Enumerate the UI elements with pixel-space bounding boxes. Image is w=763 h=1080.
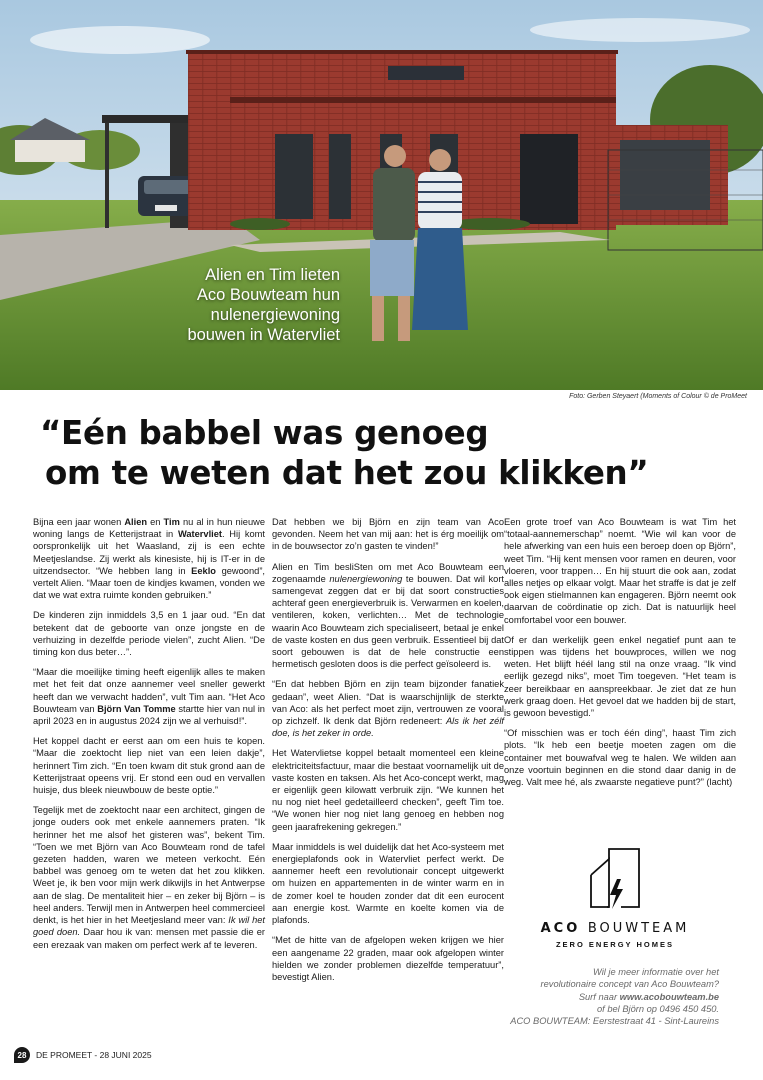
contact-info (486, 966, 719, 1027)
text-run: Tim (163, 517, 180, 527)
text-run: Of er dan werkelijk geen enkel negatief punt aan te stippen was tijdens het bouwproces, willen we nog weten. Het blijft héél lang stil na onze vraag. “Ik vind eerlijk gezegd niks”, moet Tim toegeven. “Het team is zeer bereikbaar en aanspreekbaar. Je ziet dat ze hun werk graag doen. Het gevoel dat we hadden bij de start, is gewoon bevestigd.” (504, 634, 736, 719)
text-run: nulenergiewoning (329, 573, 403, 584)
paragraph (33, 516, 265, 601)
info-line-2: revolutionaire concept van Aco Bouwteam? (540, 979, 719, 990)
paragraph (33, 666, 265, 727)
caption-line: nulenergiewoning (210, 306, 340, 324)
text-run: Daar hou ik van: mensen met passie die er een erezaak van maken om perfect werk af te leveren. (33, 927, 265, 950)
text-run: De kinderen zijn inmiddels 3,5 en 1 jaar oud. “En dat betekent dat de geboorte van onze jongste en de verhuizing in dezelfde periode vielen”, zucht Alien. “De timing kon dus beter…”. (33, 610, 265, 658)
info-surf-label: Surf naar (578, 991, 620, 1002)
text-run: Ik wil het goed doen. (33, 915, 265, 938)
text-run: Eeklo (191, 565, 216, 576)
logo-tagline: ZERO ENERGY HOMES (555, 940, 675, 949)
headline-line-2: om te weten dat het zou klikken” (45, 454, 649, 492)
logo-name-bold: ACO (540, 921, 588, 936)
logo-wordmark (520, 921, 710, 936)
info-line-1: Wil je meer informatie over het (593, 967, 719, 977)
article-headline (40, 413, 730, 493)
paragraph (33, 735, 265, 796)
caption-line: Aco Bouwteam hun (196, 286, 340, 304)
article-column-1 (33, 516, 265, 959)
text-run: Björn Van Tomme (97, 703, 176, 714)
article-column-3 (504, 516, 736, 796)
headline-line-1: “Eén babbel was genoeg (40, 414, 489, 452)
house-lightning-icon (585, 845, 645, 917)
text-run: Maar inmiddels is wel duidelijk dat het Aco-systeem met energieplafonds ook in Watervliet perfect werkt. De aannemer heeft een revolutionair concept uitgewerkt om huizen en appartementen in de winter warm en in de zomer koel te houden zonder dat dit een eurocent aan energie kost. Warmte en koelte komen via de plafonds. (272, 841, 504, 926)
text-run: Een grote troef van Aco Bouwteam is wat Tim het “totaal-aannemerschap” noemt. “Wie wil kan voor de hele afwerking van een huis een beroep doen op Björn”, weet Tim. “Hij kent mensen voor ramen en deuren, voor vloeren, voor trappen… En hij stuurt die ook aan, zodat alles netjes op elkaar volgt. Maar het straffe is dat je zelf ook eigen stielmannen kan engageren. Björn neemt ook daarvan de coördinatie op zich. Dat is natuurlijk heel comfortabel voor een bouwer. (504, 517, 736, 625)
text-run: Het Watervlietse koppel betaalt momenteel een kleine elektriciteitsfactuur, maar die bestaat voornamelijk uit de vaste kosten en taksen. Als het Aco-concept werkt, mag er eigenlijk geen kilowatt verbruik zijn. “We kunnen het nu nog niet heel gedetailleerd checken”, geeft Tim toe. “We wonen hier nog niet lang genoeg en hebben nog geen jaarafrekening gekregen.” (272, 748, 504, 832)
text-run: Alien en Tim besliSten om met Aco Bouwteam een zogenaamde (272, 561, 504, 584)
paragraph (504, 634, 736, 719)
paragraph (272, 516, 504, 553)
logo-name-light: BOUWTEAM (587, 921, 690, 936)
paragraph (504, 727, 736, 788)
text-run: Tegelijk met de zoektocht naar een architect, gingen de jonge ouders ook met enkele aannemers praten. “Ik herinner het me alsof het gisteren was”, bekent Tim. “Toen we met Björn van Aco Bouwteam rond de tafel gezeten hadden, waren we meteen verkocht. Eén babbel was genoeg om te weten dat het zou klikken. Weet je, ik ben voor mijn werk dikwijls in het Antwerpse aan de slag. De mentaliteit hier – en zeker bij Björn – is heel anders. Terwijl men in Antwerpen heel commercieel denkt, is het hier in het Meetjesland meer van: (33, 805, 265, 926)
text-run: gewoond”, vertelt Alien. “Maar toen de kindjes kwamen, vonden we dat we wat extra ruimte konden gebruiken.” (33, 565, 265, 601)
text-run: te bouwen. Dat wil kort samengevat zeggen dat er bij dat soort constructies achteraf geen energieverbruik is. Verwarmen en koelen, ventileren, koken, verlichten… Met de technologie waarin Aco Bouwteam zich specialiseert, betaal je enkel de vaste kosten en dus geen verbruik. Essentieel bij dat soort gebouwen is dat de hele constructie een hermetisch gesloten doos is die perfect geïsoleerd is. (272, 573, 504, 670)
text-run: Als ik het zélf doe, is het zeker in orde. (272, 716, 504, 739)
paragraph (272, 678, 504, 739)
paragraph (33, 804, 265, 950)
info-line-4: of bel Björn op 0496 450 450. (597, 1003, 719, 1014)
caption-line: Alien en Tim lieten (205, 266, 340, 284)
text-run: Dat hebben we bij Björn en zijn team van Aco gevonden. Neem het van mij aan: het is érg moeilijk om in de bouwsector zo’n gasten te vinden!” (272, 517, 504, 552)
aco-bouwteam-logo (520, 845, 710, 949)
text-run: Watervliet (177, 529, 223, 540)
page-number: 28 (14, 1047, 30, 1063)
text-run: Het koppel dacht er eerst aan om een huis te kopen. “Maar die zoektocht liep niet van een leien dakje”, herinnert Tim zich. “En toen kwam dit stuk grond aan de Ketterijstraat opeens vrij. Er stond een oud en vervallen huisje, dus bleek nieuwbouw de beste optie.” (33, 736, 265, 796)
text-run: nu al in hun nieuwe woning langs de Ketterijstraat in (33, 517, 265, 540)
text-run: . Hij komt oorspronkelijk uit het Waasland, zij is een echte Meetjeslandse. Zij werkt als kinesiste, hij is IT-er in de uitzendsector. “We hebben lang in (33, 529, 265, 576)
text-run: Alien (124, 517, 148, 527)
text-run: Bijna een jaar wonen (33, 517, 125, 527)
footer-publication: DE PROMEET - 28 JUNI 2025 (36, 1050, 152, 1060)
photo-caption (150, 265, 340, 345)
text-run: en (147, 517, 164, 527)
caption-line: bouwen in Watervliet (187, 326, 340, 344)
text-run: “Met de hitte van de afgelopen weken krijgen we hier een aangename 22 graden, maar ook afgelopen winter hielden we zonder problemen diezelfde temperatuur”, bevestigt Alien. (272, 935, 504, 982)
house-photo-illustration (0, 0, 763, 390)
paragraph (272, 934, 504, 983)
text-run: “Maar die moeilijke timing heeft eigenlijk alles te maken met het feit dat onze aannemer veel sneller gewerkt heeft dan we verwacht hadden”, vult Tim aan. “Het Aco Bouwteam van (33, 667, 265, 714)
text-run: “Of misschien was er toch één ding”, haast Tim zich plots. “Ik heb een beetje moeten zagen om die container met bouwafval weg te halen. We wilden aan onze voortuin beginnen en die stond daar danig in de weg. Valt mee hé, als zwaarste negatieve punt?” (lacht) (504, 728, 736, 788)
text-run: startte hier van nul in april 2023 en in augustus 2024 zijn we al verhuisd!”. (33, 703, 265, 727)
text-run: “En dat hebben Björn en zijn team bijzonder fanatiek gedaan”, weet Alien. “Dat is waarschijnlijk de sterkte van Aco: als het perfect moet zijn, vertrouwen ze vooral op zichzelf. Ik denk dat Björn redeneert: (272, 679, 504, 727)
paragraph (272, 841, 504, 926)
paragraph (504, 516, 736, 626)
photo-credit: Foto: Gerben Steyaert (Moments of Colour © de ProMeet (569, 393, 747, 400)
page-footer (14, 1047, 152, 1063)
info-line-3 (486, 991, 719, 1003)
paragraph (33, 609, 265, 658)
info-line-5: ACO BOUWTEAM: Eerstestraat 41 - Sint-Laureins (510, 1016, 719, 1027)
paragraph (272, 747, 504, 832)
website-link[interactable]: www.acobouwteam.be (619, 991, 719, 1002)
hero-photo (0, 0, 763, 390)
paragraph (272, 561, 504, 671)
article-column-2 (272, 516, 504, 991)
